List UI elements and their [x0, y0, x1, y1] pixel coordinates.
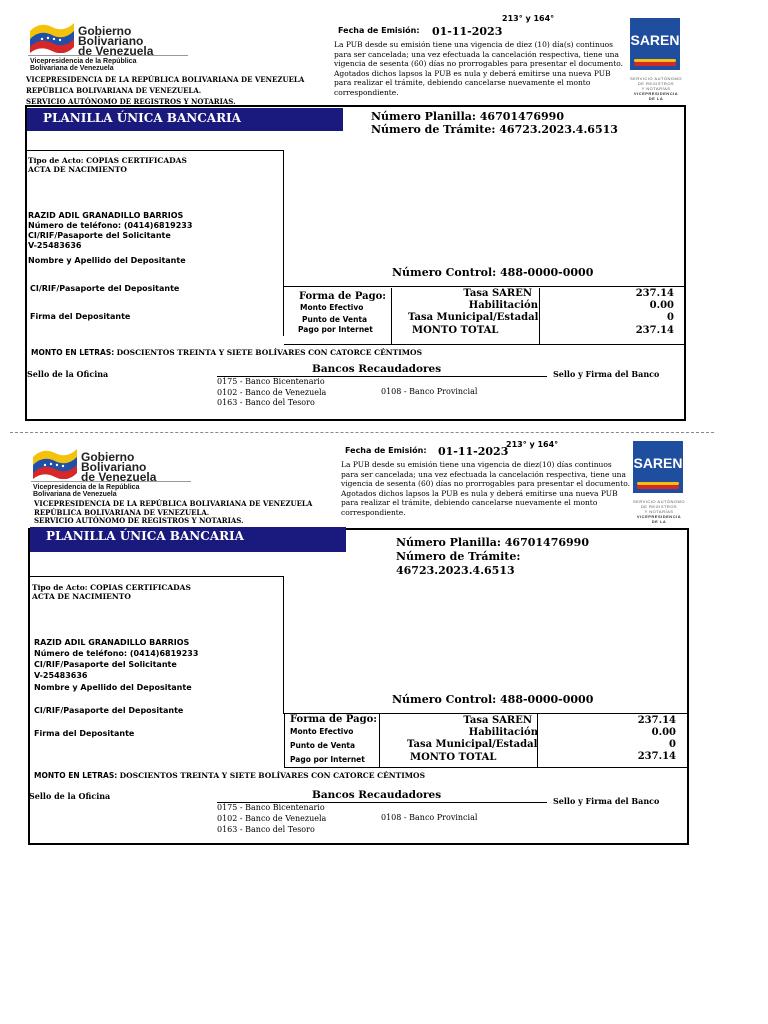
banco-item: 0108 - Banco Provincial [381, 387, 478, 396]
notice-line: vigencia de sesenta (60) días no prorrogables para presentar el documento. [341, 479, 631, 488]
pago-punto-venta: Punto de Venta [290, 741, 356, 750]
firma-label: Firma del Depositante [30, 312, 131, 321]
solicitante-telefono: Número de teléfono: (0414)6819233 [28, 221, 193, 230]
numero-planilla: Número Planilla: 46701476990 [371, 110, 564, 123]
sello-oficina: Sello de la Oficina [27, 369, 109, 379]
banner: PLANILLA ÚNICA BANCARIA [30, 527, 346, 552]
notice-line: Agotados dichos lapsos la PUB es nula y deberá emitirse una nueva PUB [334, 68, 611, 78]
solicitante-ci-label: CI/RIF/Pasaporte del Solicitante [28, 231, 171, 240]
tipo-acto-block [28, 156, 187, 174]
gov-vice: Vicepresidencia de la República [30, 58, 137, 65]
bancos-list [217, 802, 326, 835]
pago-internet: Pago por Internet [298, 325, 373, 334]
saren-box [630, 18, 680, 70]
gov-line2: Bolivariano [78, 34, 144, 48]
solicitante-block [28, 211, 192, 251]
gov-vice2: Bolivariana de Venezuela [30, 65, 114, 72]
notice-line: correspondiente. [341, 507, 406, 517]
saren-sub: Y NOTARÍAS [644, 509, 674, 514]
notice-line: para realizar el trámite, debiendo cancelarse nuevamente el monto [341, 498, 598, 507]
solicitante-nombre: RAZID ADIL GRANADILLO BARRIOS [28, 211, 184, 220]
notice-line: para realizar el trámite, debiendo cancelarse nuevamente el monto [334, 78, 591, 87]
notice-line: vigencia de sesenta (60) días no prorrogables para presentar el documento. [334, 59, 624, 68]
saren-sub: DE REGISTROS [640, 504, 678, 509]
acta: ACTA DE NACIMIENTO [28, 165, 127, 174]
fecha-emision: 01-11-2023 [432, 25, 503, 38]
numero-planilla: Número Planilla: 46701476990 [396, 536, 589, 549]
tipo-acto: Tipo de Acto: COPIAS CERTIFICADAS [32, 583, 191, 592]
saren-sub: SERVICIO AUTÓNOMO [630, 76, 682, 81]
sello-banco: Sello y Firma del Banco [553, 369, 660, 379]
saren-name: SAREN [630, 32, 680, 48]
gobierno-logo [31, 443, 191, 498]
solicitante-ci-label: CI/RIF/Pasaporte del Solicitante [34, 660, 177, 669]
fecha-label: Fecha de Emisión: [345, 446, 427, 455]
venezuela-flag-icon [28, 17, 76, 53]
saren-sub: DE REGISTROS [637, 81, 675, 86]
angles: 213° y 164° [502, 14, 555, 23]
tasa-municipal-value: 0 [669, 739, 676, 750]
banco-item: 0102 - Banco de Venezuela [217, 814, 327, 823]
acta: ACTA DE NACIMIENTO [32, 592, 131, 601]
tasa-saren-label: Tasa SAREN [463, 715, 532, 726]
bancos-list [217, 377, 326, 409]
notice-line: para ser cancelada; una vez efectuada la cancelación respectiva, tiene una [334, 49, 619, 59]
habilitacion-label: Habilitación [468, 300, 538, 311]
solicitante-block [34, 637, 198, 681]
forma-pago-label: Forma de Pago: [299, 291, 386, 302]
header-line: SERVICIO AUTÓNOMO DE REGISTROS Y NOTARIAS. [34, 516, 244, 525]
tipo-acto-block [32, 583, 191, 601]
saren-logo [630, 18, 682, 104]
monto-letras-value: DOSCIENTOS TREINTA Y SIETE BOLÍVARES CON CATORCE CÉNTIMOS [116, 348, 422, 357]
depositante-ci-label: CI/RIF/Pasaporte del Depositante [34, 706, 184, 715]
header-line: SERVICIO AUTÓNOMO DE REGISTROS Y NOTARIAS. [26, 97, 236, 106]
monto-letras-value: DOSCIENTOS TREINTA Y SIETE BOLÍVARES CON CATORCE CÉNTIMOS [119, 771, 425, 780]
notice-line: La PUB desde su emisión tiene una vigencia de diez (10) día(s) continuos [334, 40, 613, 49]
firma-label: Firma del Depositante [34, 729, 135, 738]
pago-internet: Pago por Internet [290, 755, 365, 764]
header-line: REPÚBLICA BOLIVARIANA DE VENEZUELA. [34, 507, 210, 517]
solicitante-ci: V-25483636 [34, 671, 88, 680]
tasa-saren-value: 237.14 [637, 715, 676, 726]
tasa-municipal-label: Tasa Municipal/Estadal [408, 312, 538, 323]
header-lines [34, 500, 312, 526]
header-lines [26, 74, 304, 107]
gov-line3: de Venezuela [78, 44, 154, 58]
notice-line: La PUB desde su emisión tiene una vigencia de diez(10) días continuos [341, 460, 612, 469]
monto-total-value: 237.14 [635, 325, 674, 336]
gov-line1: Gobierno [81, 450, 135, 464]
forma-pago-label: Forma de Pago: [290, 714, 377, 725]
numero-tramite: Número de Trámite: [396, 550, 521, 563]
saren-box [633, 441, 683, 493]
saren-sub: VICEPRESIDENCIA DE LA [633, 91, 679, 101]
banco-item: 0175 - Banco Bicentenario [217, 377, 325, 386]
gov-line1: Gobierno [78, 24, 132, 38]
banco-item: 0175 - Banco Bicentenario [217, 803, 325, 812]
habilitacion-value: 0.00 [651, 727, 676, 738]
banco-item: 0163 - Banco del Tesoro [217, 825, 315, 834]
solicitante-telefono: Número de teléfono: (0414)6819233 [34, 649, 199, 658]
angles: 213° y 164° [506, 440, 559, 449]
fecha-emision: 01-11-2023 [438, 445, 509, 458]
pago-efectivo: Monto Efectivo [300, 303, 364, 312]
bancos-title: Bancos Recaudadores [312, 789, 442, 801]
saren-logo [633, 441, 685, 527]
monto-letras-label: MONTO EN LETRAS: [34, 771, 118, 780]
monto-letras [31, 348, 422, 357]
banco-item: 0163 - Banco del Tesoro [217, 398, 315, 407]
notice-line: para ser cancelada; una vez efectuada la cancelación respectiva, tiene una [341, 469, 626, 479]
pago-punto-venta: Punto de Venta [302, 315, 368, 324]
header-line: REPÚBLICA BOLIVARIANA DE VENEZUELA. [26, 86, 202, 95]
habilitacion-label: Habilitación [468, 727, 538, 738]
notice [341, 460, 631, 517]
numero-tramite-value: 46723.2023.4.6513 [396, 564, 515, 577]
monto-total-label: MONTO TOTAL [412, 325, 499, 336]
tipo-acto: Tipo de Acto: COPIAS CERTIFICADAS [28, 156, 187, 165]
gov-vice: Vicepresidencia de la República [33, 484, 140, 491]
tasa-municipal-value: 0 [667, 312, 674, 323]
monto-letras-label: MONTO EN LETRAS: [31, 348, 115, 357]
saren-sub: VICEPRESIDENCIA DE LA [636, 514, 682, 524]
saren-name: SAREN [633, 455, 683, 471]
solicitante-nombre: RAZID ADIL GRANADILLO BARRIOS [34, 638, 190, 647]
venezuela-flag-icon [31, 443, 79, 479]
saren-sub: SERVICIO AUTÓNOMO [633, 499, 685, 504]
gov-line3: de Venezuela [81, 470, 157, 484]
notice-line: correspondiente. [334, 87, 399, 97]
gobierno-logo [28, 17, 188, 72]
depositante-nombre-label: Nombre y Apellido del Depositante [34, 683, 192, 692]
banco-item: 0108 - Banco Provincial [381, 813, 478, 822]
monto-total-label: MONTO TOTAL [410, 752, 497, 763]
banner: PLANILLA ÚNICA BANCARIA [27, 108, 343, 131]
bancos-title: Bancos Recaudadores [312, 363, 442, 375]
cut-line [10, 432, 714, 433]
fecha-label: Fecha de Emisión: [338, 26, 420, 35]
monto-total-value: 237.14 [637, 751, 676, 762]
depositante-ci-label: CI/RIF/Pasaporte del Depositante [30, 284, 180, 293]
depositante-nombre-label: Nombre y Apellido del Depositante [28, 256, 186, 265]
saren-sub: Y NOTARÍAS [641, 86, 671, 91]
tasa-saren-label: Tasa SAREN [463, 288, 532, 299]
sello-oficina: Sello de la Oficina [29, 791, 111, 801]
header-line: VICEPRESIDENCIA DE LA REPÚBLICA BOLIVARIANA DE VENEZUELA [26, 75, 305, 84]
gov-vice2: Bolivariana de Venezuela [33, 491, 117, 498]
numero-control: Número Control: 488-0000-0000 [392, 693, 594, 706]
pago-efectivo: Monto Efectivo [290, 727, 354, 736]
header-line: VICEPRESIDENCIA DE LA REPÚBLICA BOLIVARIANA DE VENEZUELA [34, 499, 313, 508]
sello-banco: Sello y Firma del Banco [553, 796, 660, 806]
tasa-municipal-label: Tasa Municipal/Estadal [407, 739, 538, 750]
solicitante-ci: V-25483636 [28, 241, 82, 250]
habilitacion-value: 0.00 [649, 300, 674, 311]
numero-control: Número Control: 488-0000-0000 [392, 266, 594, 279]
gov-line2: Bolivariano [81, 460, 147, 474]
notice-line: Agotados dichos lapsos la PUB es nula y deberá emitirse una nueva PUB [341, 488, 618, 498]
tasa-saren-value: 237.14 [635, 288, 674, 299]
notice [334, 40, 624, 97]
numero-tramite: Número de Trámite: 46723.2023.4.6513 [371, 123, 618, 136]
monto-letras [34, 771, 425, 780]
banco-item: 0102 - Banco de Venezuela [217, 387, 327, 397]
